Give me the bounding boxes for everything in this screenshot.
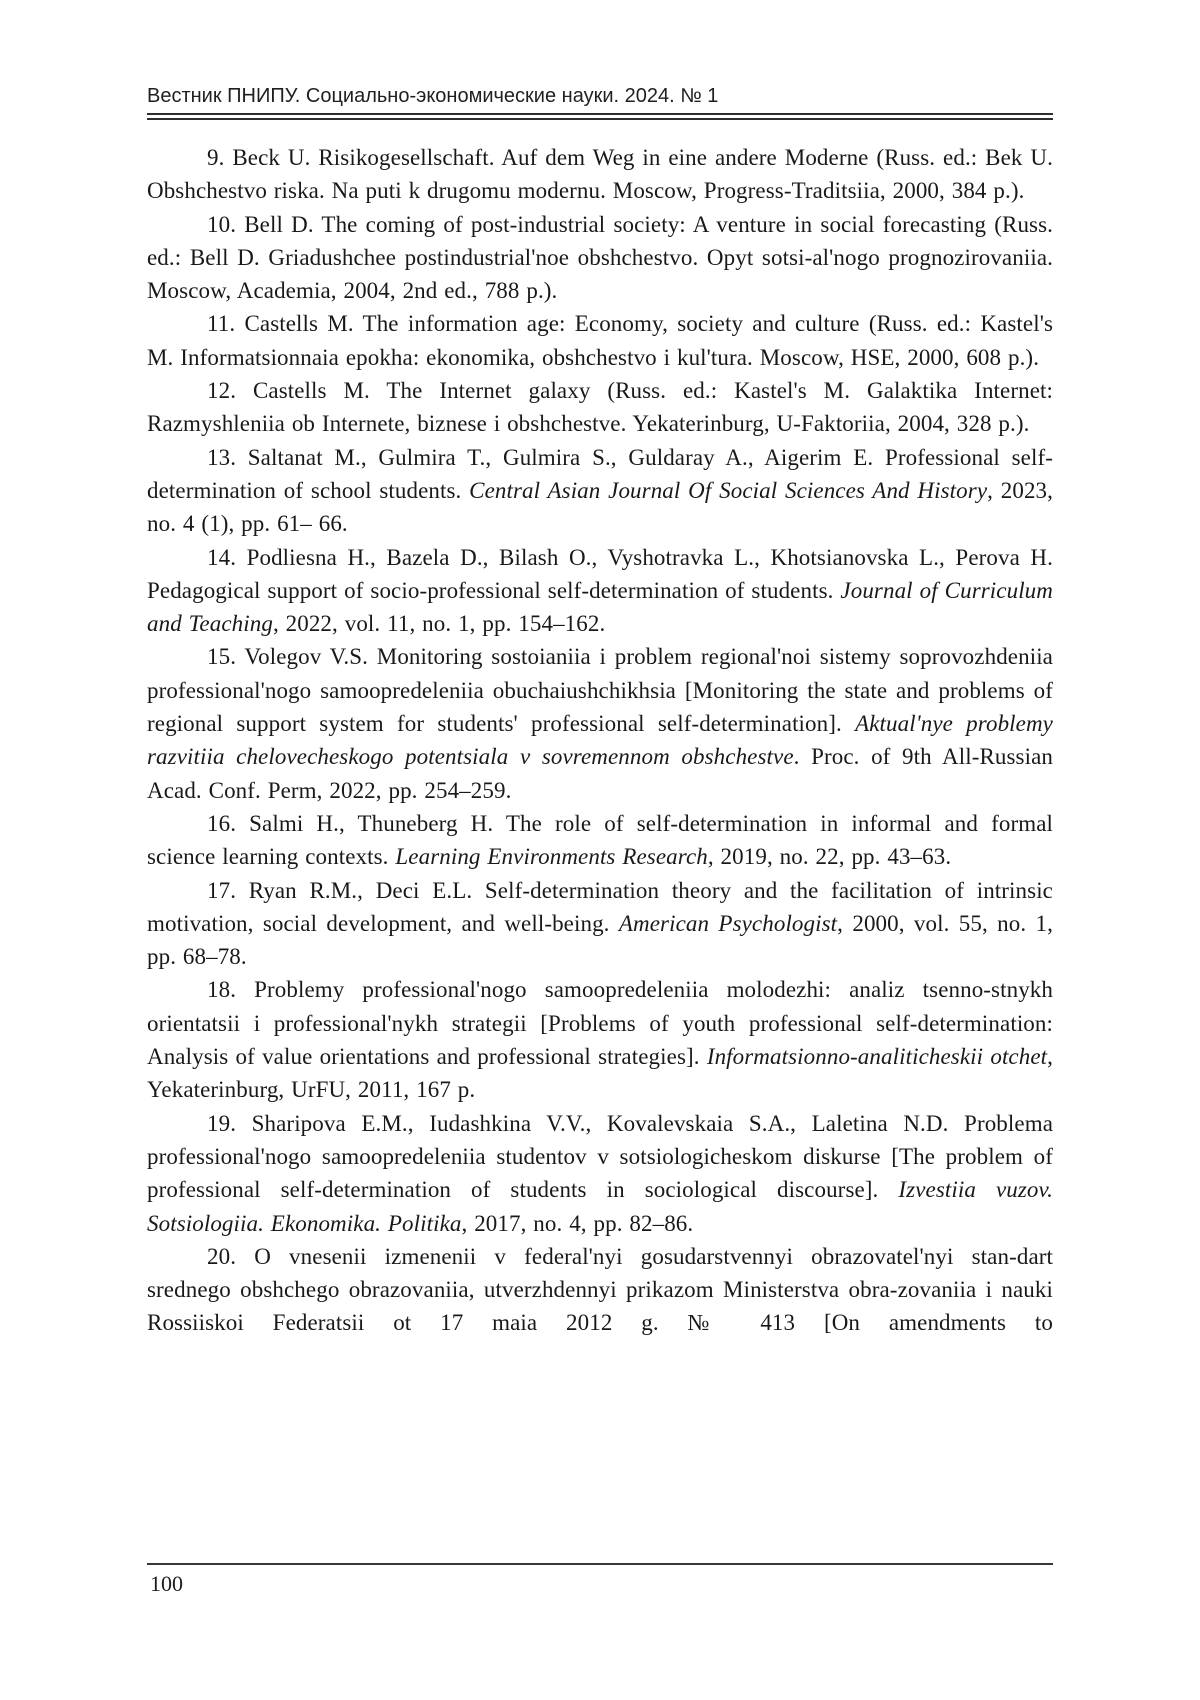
- reference-source-title: Aktual'nye problemy razvitiia chelovecheskogo potentsiala v sovremennom obshchestve: [147, 711, 1053, 770]
- reference-text: . Proc. of 9th All-Russian Acad. Conf. Perm, 2022, pp. 254–259.: [147, 744, 1054, 803]
- reference-text: 18. Problemy professional'nogo samoopredeleniia molodezhi: analiz tsenno-stnykh orientatsii i professional'nykh strategii [Problems of youth professional self-determination: Analysis of value orientations and professional strategies].: [147, 977, 1053, 1070]
- reference-item: [147, 1240, 1053, 1340]
- reference-source-title: Izvestiia vuzov. Sotsiologiia. Ekonomika. Politika: [147, 1177, 1053, 1236]
- reference-item: [147, 441, 1053, 541]
- reference-item: [147, 1107, 1053, 1240]
- reference-text: , 2017, no. 4, pp. 82–86.: [461, 1210, 694, 1236]
- reference-item: [147, 973, 1053, 1106]
- reference-item: [147, 640, 1053, 806]
- reference-source-title: Journal of Curriculum and Teaching: [147, 577, 1053, 637]
- reference-text: , 2019, no. 22, pp. 43–63.: [707, 844, 952, 870]
- reference-text: 15. Volegov V.S. Monitoring sostoianiia i problem regional'noi sistemy soprovozhdeniia professional'nogo samoopredeleniia obuchaiushchikhsia [Monitoring the state and problems of regional support system for students' professional self-determination].: [147, 644, 1053, 737]
- reference-text: 19. Sharipova E.M., Iudashkina V.V., Kovalevskaia S.A., Laletina N.D. Problema professional'nogo samoopredeleniia studentov v sotsiologicheskom diskurse [The problem of professional self-determination of students in sociological discourse].: [147, 1110, 1053, 1203]
- references-list: [147, 141, 1053, 1340]
- reference-text: 16. Salmi H., Thuneberg H. The role of self-determination in informal and formal science learning contexts.: [147, 810, 1053, 870]
- reference-text: 13. Saltanat M., Gulmira T., Gulmira S., Guldaray A., Aigerim E. Professional self-determination of school students.: [147, 444, 1053, 503]
- reference-text: , Yekaterinburg, UrFU, 2011, 167 p.: [147, 1044, 1053, 1103]
- reference-item: [147, 541, 1053, 641]
- reference-text: , 2023, no. 4 (1), pp. 61– 66.: [147, 477, 1053, 537]
- reference-item: [147, 807, 1053, 874]
- reference-text: 11. Castells M. The information age: Economy, society and culture (Russ. ed.: Kastel's M. Informatsionnaia epokha: ekonomika, obshchestvo i kul'tura. Moscow, HSE, 2000, 608 p.).: [147, 311, 1053, 370]
- reference-source-title: Central Asian Journal Of Social Sciences And History: [469, 477, 988, 503]
- reference-text: , 2022, vol. 11, no. 1, pp. 154–162.: [272, 611, 606, 637]
- reference-text: 10. Bell D. The coming of post-industrial society: A venture in social forecasting (Russ. ed.: Bell D. Griadushchee postindustrial'noe obshchestvo. Opyt sotsi-al'nogo prognozirovaniia. Moscow, Academia, 2004, 2nd ed., 788 p.).: [147, 211, 1053, 304]
- reference-item: [147, 141, 1053, 208]
- reference-text: 12. Castells M. The Internet galaxy (Russ. ed.: Kastel's M. Galaktika Internet: Razmyshleniia ob Internete, biznese i obshchestve. Yekaterinburg, U-Faktoriia, 2004, 328 p.).: [147, 378, 1053, 437]
- reference-text: 14. Podliesna H., Bazela D., Bilash O., Vyshotravka L., Khotsianovska L., Perova H. Pedagogical support of socio-professional self-determination of students.: [147, 544, 1053, 603]
- header-divider-double-rule: [147, 113, 1053, 120]
- reference-text: , 2000, vol. 55, no. 1, pp. 68–78.: [147, 910, 1054, 970]
- reference-item: [147, 874, 1053, 974]
- page-number: 100: [150, 1571, 183, 1596]
- reference-source-title: American Psychologist: [618, 910, 838, 936]
- reference-source-title: Learning Environments Research: [395, 844, 708, 870]
- reference-item: [147, 307, 1053, 374]
- reference-source-title: Informatsionno-analiticheskii otchet: [706, 1044, 1048, 1070]
- running-head-journal-title: Вестник ПНИПУ. Социально-экономические науки. 2024. № 1: [147, 85, 719, 107]
- reference-text: 17. Ryan R.M., Deci E.L. Self-determination theory and the facilitation of intrinsic motivation, social development, and well-being.: [147, 877, 1053, 936]
- reference-text: 9. Beck U. Risikogesellschaft. Auf dem Weg in eine andere Moderne (Russ. ed.: Bek U. Obshchestvo riska. Na puti k drugomu modernu. Moscow, Progress-Traditsiia, 2000, 384 p.).: [147, 145, 1053, 204]
- reference-item: [147, 374, 1053, 441]
- reference-item: [147, 208, 1053, 308]
- footer-divider-rule: [147, 1563, 1053, 1565]
- reference-text: 20. O vnesenii izmenenii v federal'nyi gosudarstvennyi obrazovatel'nyi stan-dart srednego obshchego obrazovaniia, utverzhdennyi prikazom Ministerstva obra-zovaniia i nauki Rossiiskoi Federatsii ot 17 maia 2012 g. № 413 [On amendments to: [147, 1243, 1053, 1336]
